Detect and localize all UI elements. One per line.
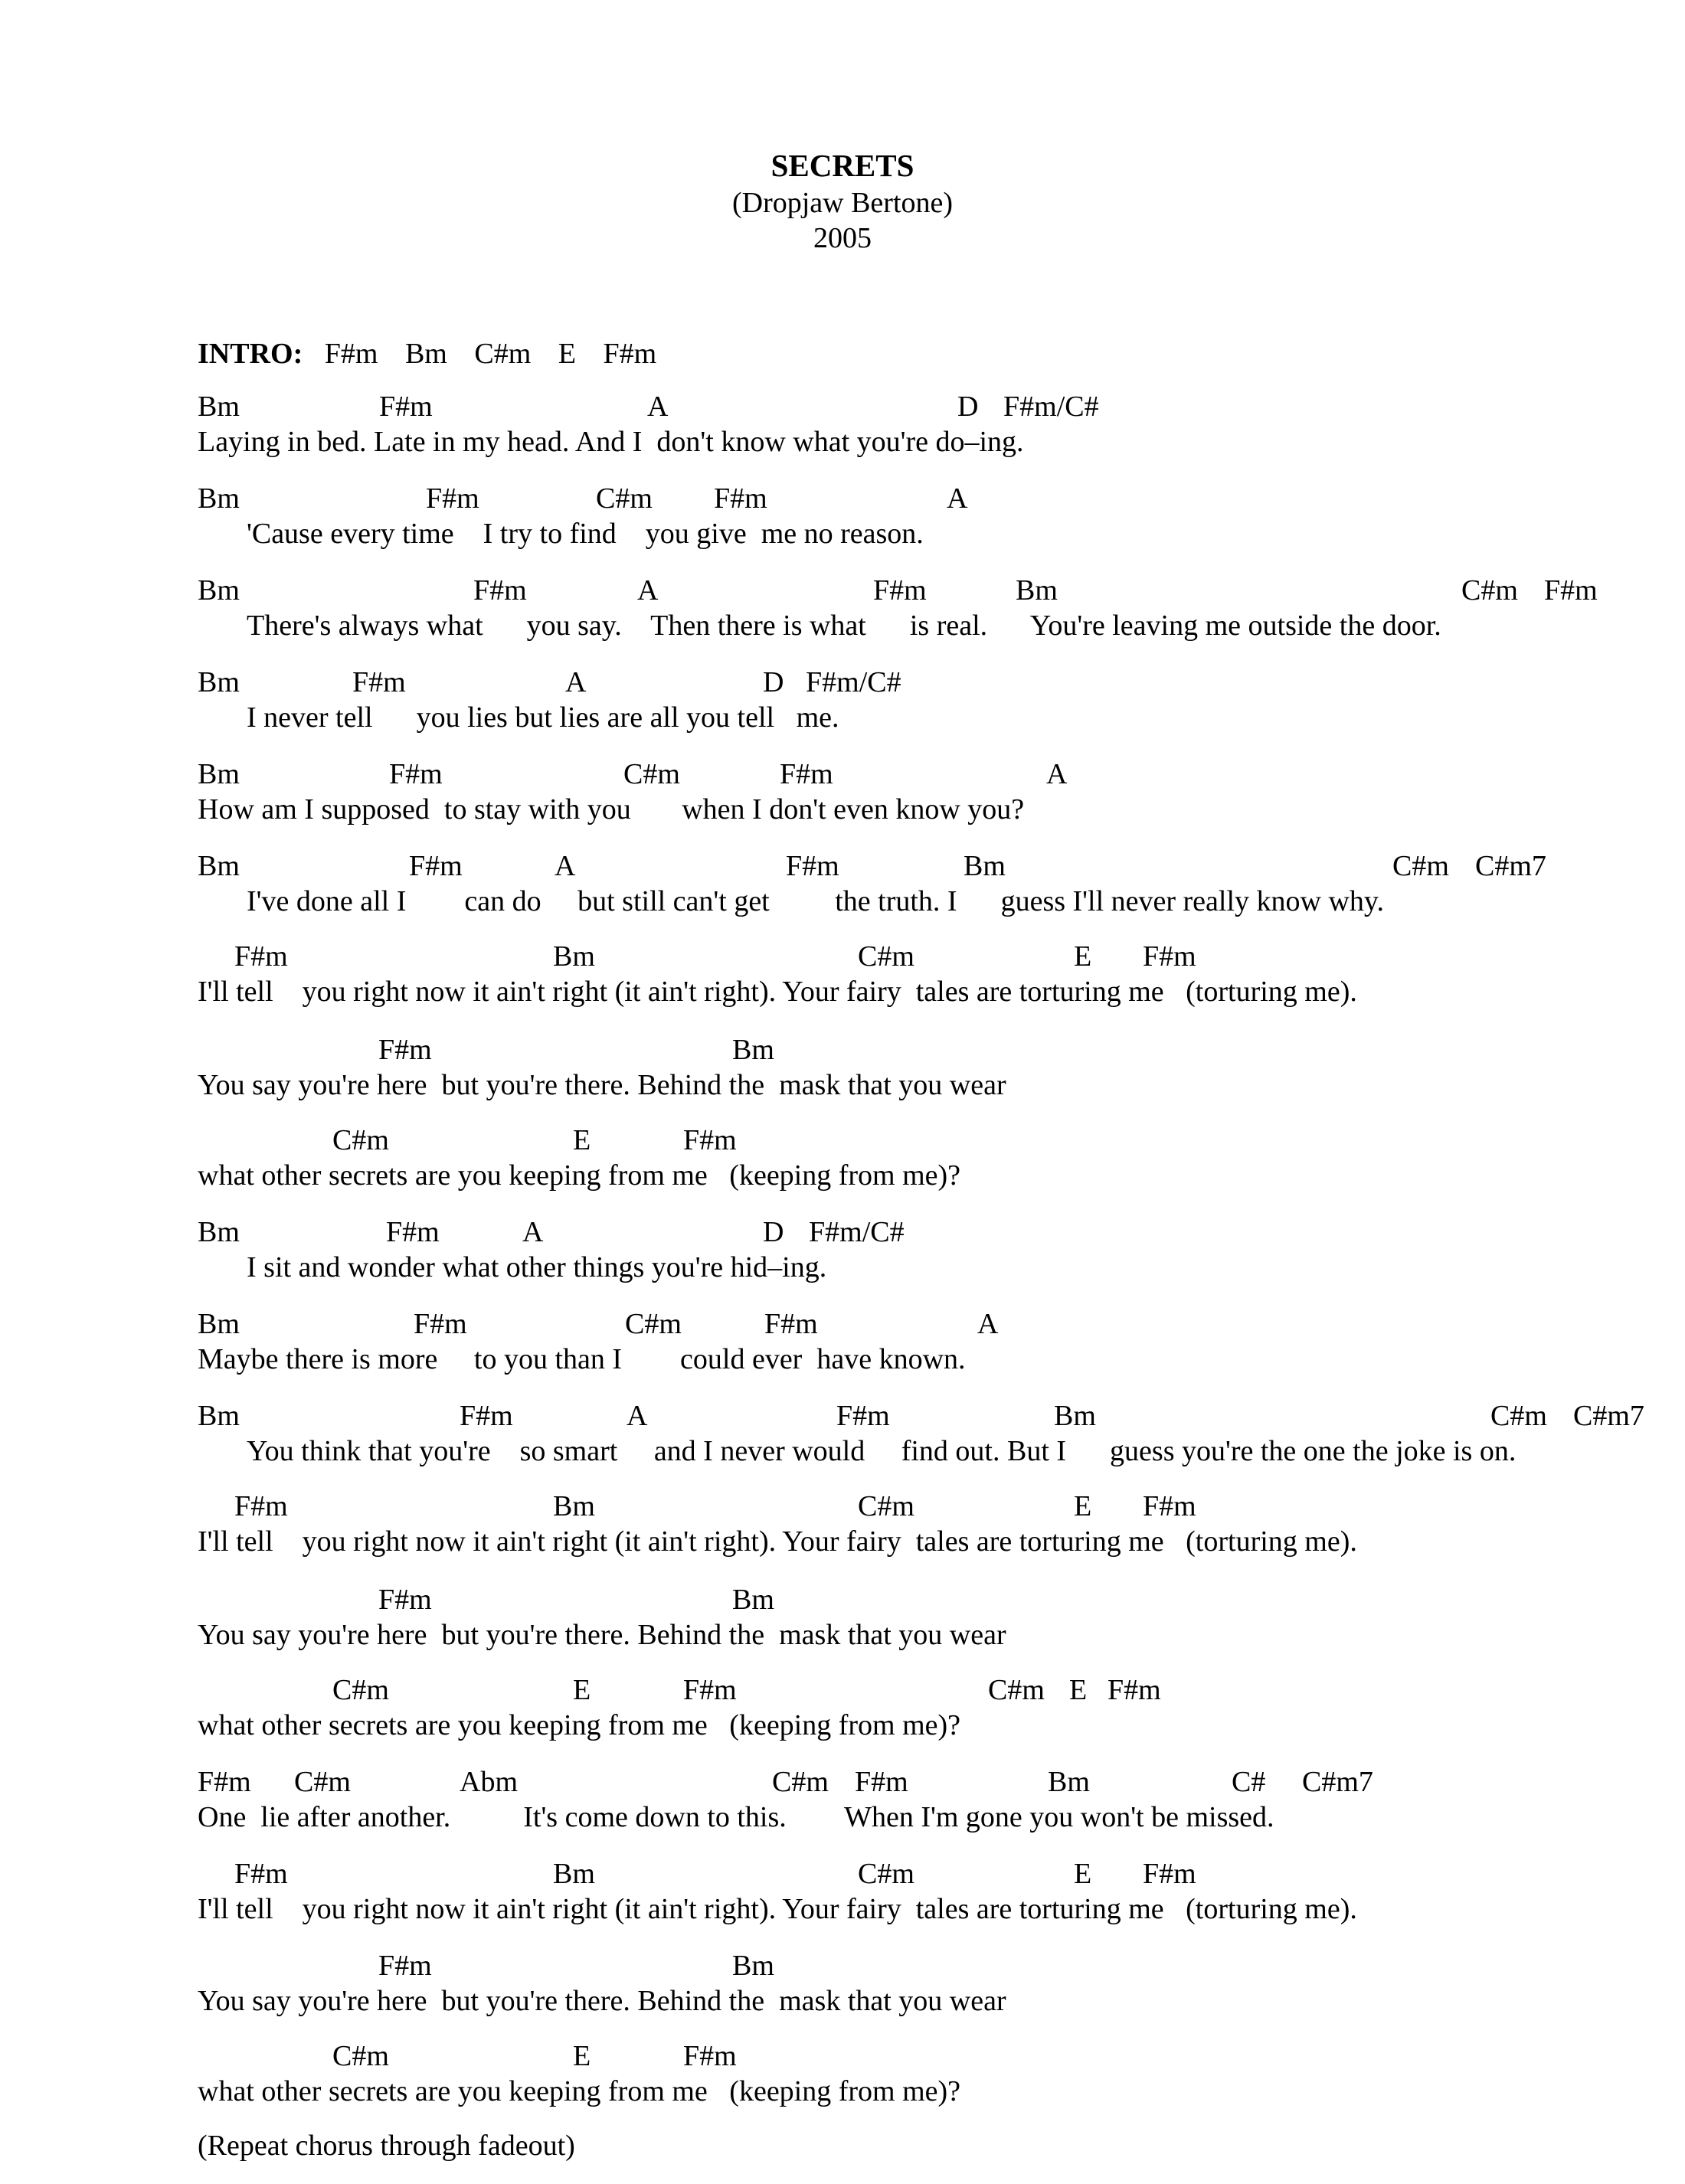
chord: F#m — [1108, 1674, 1161, 1706]
chord: F#m — [683, 2040, 737, 2072]
lyric-line: what other secrets are you keeping from me (keeping from me)? — [198, 2075, 961, 2107]
chord: F#m — [780, 758, 833, 790]
chord: C#m — [988, 1674, 1045, 1706]
chord: F#m — [460, 1400, 513, 1432]
intro-chords — [325, 338, 676, 370]
chord: F#m — [1544, 574, 1598, 606]
chord: C#m — [623, 758, 680, 790]
intro-chord: E — [558, 338, 576, 370]
lyric-line: How am I supposed to stay with you when I don't even know you? — [198, 793, 1025, 826]
chord: Bm — [732, 1584, 774, 1616]
intro-chord: C#m — [474, 338, 532, 370]
chord: C#m — [1461, 574, 1518, 606]
chord: Bm — [198, 1400, 240, 1432]
chord: E — [1069, 1674, 1088, 1706]
footer-note: (Repeat chorus through fadeout) — [198, 2130, 575, 2162]
chord: F#m — [873, 574, 927, 606]
intro-chord: F#m — [603, 338, 657, 370]
chord: C#m — [332, 1674, 389, 1706]
chord: C#m — [625, 1308, 682, 1340]
chord: D — [763, 666, 784, 698]
chord: F#m — [378, 1950, 432, 1982]
chord: C#m — [332, 1124, 389, 1156]
lyric-line: You say you're here but you're there. Behind the mask that you wear — [198, 1619, 1006, 1651]
lyric-line: I'll tell you right now it ain't right (it ain't right). Your fairy tales are torturing me (torturing me). — [198, 976, 1357, 1008]
chord: F#m — [836, 1400, 890, 1432]
chord: A — [565, 666, 587, 698]
chord: Bm — [553, 940, 595, 973]
lyric-line: You say you're here but you're there. Behind the mask that you wear — [198, 1985, 1006, 2017]
lyric-line: One lie after another. It's come down to this. When I'm gone you won't be missed. — [198, 1801, 1274, 1833]
chord: A — [637, 574, 659, 606]
song-year: 2005 — [813, 222, 872, 254]
chord: A — [522, 1216, 544, 1248]
chord: F#m — [378, 1034, 432, 1066]
lyric-line: Maybe there is more to you than I could ever have known. — [198, 1343, 966, 1375]
chord: Bm — [1016, 574, 1058, 606]
chord: Bm — [198, 1308, 240, 1340]
chord: F#m — [764, 1308, 818, 1340]
chord: F#m — [414, 1308, 467, 1340]
chord: Bm — [553, 1858, 595, 1890]
lyric-line: I sit and wonder what other things you're hid–ing. — [247, 1251, 827, 1283]
chord: Bm — [198, 850, 240, 882]
chord: F#m/C# — [809, 1216, 905, 1248]
chord: F#m — [1143, 940, 1196, 973]
chord: F#m — [855, 1766, 908, 1798]
chord: D — [763, 1216, 784, 1248]
chord: Bm — [1054, 1400, 1096, 1432]
chord: Bm — [198, 482, 240, 515]
chord: C#m7 — [1475, 850, 1546, 882]
lyric-line: what other secrets are you keeping from me (keeping from me)? — [198, 1709, 961, 1741]
chord: C#m — [858, 1858, 914, 1890]
chord: C# — [1232, 1766, 1266, 1798]
chord: Bm — [198, 1216, 240, 1248]
chord: F#m — [386, 1216, 440, 1248]
intro-chord: F#m — [324, 338, 378, 370]
lyric-line: I've done all I can do but still can't get the truth. I guess I'll never really know why. — [247, 885, 1384, 917]
lyric-line: You think that you're so smart and I never would find out. But I guess you're the one the joke is on. — [247, 1435, 1516, 1467]
chord: E — [1074, 1858, 1092, 1890]
chord: C#m — [332, 2040, 389, 2072]
chord: F#m — [234, 1490, 288, 1522]
chord: F#m — [683, 1124, 737, 1156]
chord: Bm — [1048, 1766, 1090, 1798]
chord: A — [647, 391, 669, 423]
chord: F#m — [409, 850, 463, 882]
song-artist: (Dropjaw Bertone) — [731, 187, 954, 219]
chord: F#m — [426, 482, 479, 515]
chord: F#m — [234, 1858, 288, 1890]
chord: C#m — [1392, 850, 1449, 882]
chord: F#m — [234, 940, 288, 973]
chord: F#m — [1143, 1490, 1196, 1522]
chord: C#m — [858, 1490, 914, 1522]
chord: F#m — [389, 758, 443, 790]
chord: C#m — [1490, 1400, 1547, 1432]
lyric-line: I'll tell you right now it ain't right (it ain't right). Your fairy tales are torturing me (torturing me). — [198, 1525, 1357, 1558]
chord: Bm — [198, 391, 240, 423]
chord: C#m — [596, 482, 653, 515]
chord: F#m — [1143, 1858, 1196, 1890]
song-title: SECRETS — [771, 148, 914, 183]
chord: F#m — [198, 1766, 251, 1798]
lyric-line: You say you're here but you're there. Behind the mask that you wear — [198, 1069, 1006, 1101]
intro-label: INTRO: — [198, 338, 303, 370]
chord: Bm — [553, 1490, 595, 1522]
chord: Bm — [198, 666, 240, 698]
chord: Bm — [732, 1950, 774, 1982]
chord: Bm — [198, 574, 240, 606]
chord: C#m7 — [1302, 1766, 1373, 1798]
chord: E — [573, 2040, 591, 2072]
chord: C#m7 — [1573, 1400, 1644, 1432]
chord: C#m — [294, 1766, 351, 1798]
chord: E — [573, 1674, 591, 1706]
chord: F#m — [714, 482, 767, 515]
lyric-line: what other secrets are you keeping from me (keeping from me)? — [198, 1159, 961, 1192]
chord: E — [1074, 940, 1092, 973]
chord: F#m — [786, 850, 839, 882]
chord: F#m — [352, 666, 406, 698]
chord: F#m — [378, 1584, 432, 1616]
lyric-line: There's always what you say. Then there is what is real. You're leaving me outside the door. — [247, 610, 1441, 642]
chord: A — [977, 1308, 999, 1340]
intro-line — [198, 337, 676, 371]
lyric-line: I'll tell you right now it ain't right (it ain't right). Your fairy tales are torturing me (torturing me). — [198, 1893, 1357, 1925]
chord: F#m/C# — [1003, 391, 1099, 423]
lyric-line: Laying in bed. Late in my head. And I don't know what you're do–ing. — [198, 426, 1024, 458]
lyric-line: 'Cause every time I try to find you give me no reason. — [247, 518, 924, 550]
chord: F#m/C# — [806, 666, 901, 698]
chord: Bm — [964, 850, 1006, 882]
chord: E — [573, 1124, 591, 1156]
lyric-line: I never tell you lies but lies are all you tell me. — [247, 701, 839, 734]
chord: F#m — [473, 574, 527, 606]
chord: E — [1074, 1490, 1092, 1522]
chord: Abm — [460, 1766, 518, 1798]
chord: Bm — [198, 758, 240, 790]
chord: A — [555, 850, 576, 882]
chord: C#m — [772, 1766, 829, 1798]
chord: Bm — [732, 1034, 774, 1066]
chord: C#m — [858, 940, 914, 973]
chord: A — [627, 1400, 648, 1432]
chord: F#m — [683, 1674, 737, 1706]
chord: A — [1046, 758, 1068, 790]
chord: D — [957, 391, 979, 423]
chord: A — [947, 482, 968, 515]
chord: F#m — [379, 391, 433, 423]
intro-chord: Bm — [404, 338, 447, 370]
